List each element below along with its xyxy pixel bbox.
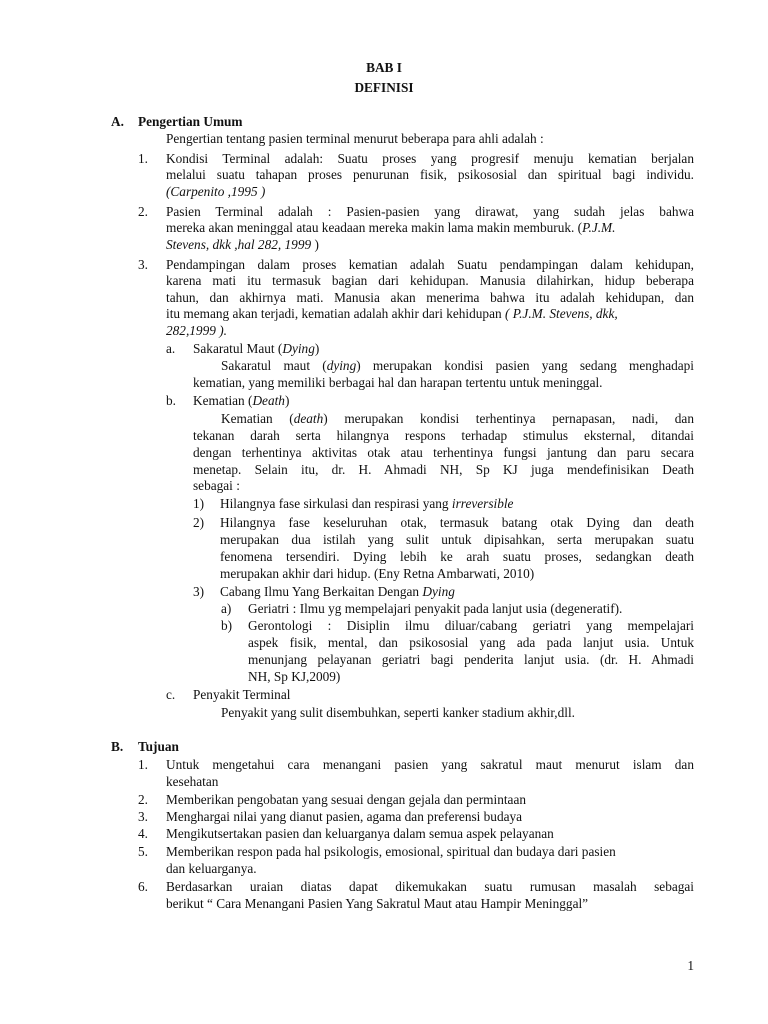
- item-3-citation: 282,1999 ).: [166, 323, 227, 338]
- sub-c-marker: c.: [166, 687, 176, 702]
- section-a-intro: Pengertian tentang pasien terminal menurut beberapa para ahli adalah :: [166, 131, 544, 146]
- item-3-line: tahun, dan akhirnya mati. Manusia akan menerima bahwa itu adalah kehidupan, dan: [166, 290, 694, 305]
- item-2-citation: Stevens, dkk ,hal 282, 1999 ): [166, 237, 319, 252]
- section-a-marker: A.: [111, 114, 124, 129]
- item-2-line: mereka akan meninggal atau keadaan mereka makin lama makin memburuk. (P.J.M.: [166, 220, 616, 235]
- subpoint-b-line: aspek fisik, mental, dan psikososial yang ada pada lanjut usia. Untuk: [248, 635, 694, 650]
- item-3-number: 3.: [138, 257, 148, 272]
- goal-5-line: dan keluarganya.: [166, 861, 257, 876]
- sub-b-title: Kematian (Death): [193, 393, 290, 408]
- goal-1-line: Untuk mengetahui cara menangani pasien yang sakratul maut menurut islam dan: [166, 757, 694, 772]
- point-1-number: 1): [193, 496, 205, 511]
- goal-5-line: Memberikan respon pada hal psikologis, emosional, spiritual dan budaya dari pasien: [166, 844, 616, 859]
- sub-c-title: Penyakit Terminal: [193, 687, 291, 702]
- sub-b-line: tekanan darah serta hilangnya respons terhadap stimulus eksternal, ditandai: [193, 428, 694, 443]
- subpoint-b-line: menunjang pelayanan geriatri bagi penderita lanjut usia. (dr. H. Ahmadi: [248, 652, 694, 667]
- point-2-line: merupakan dua istilah yang sulit untuk dipisahkan, serta merupakan suatu: [220, 532, 694, 547]
- goal-4-text: Mengikutsertakan pasien dan keluarganya dalam semua aspek pelayanan: [166, 826, 554, 841]
- subpoint-b-line: Gerontologi : Disiplin ilmu diluar/cabang geriatri yang mempelajari: [248, 618, 694, 633]
- subpoint-a-marker: a): [221, 601, 232, 616]
- point-2-line: fenomena tersendiri. Dying lebih ke arah suatu proses, sedangkan death: [220, 549, 694, 564]
- item-2-number: 2.: [138, 204, 148, 219]
- subpoint-b-marker: b): [221, 618, 233, 633]
- goal-5-number: 5.: [138, 844, 148, 859]
- goal-3-text: Menghargai nilai yang dianut pasien, agama dan preferensi budaya: [166, 809, 523, 824]
- section-a-heading: Pengertian Umum: [138, 114, 243, 129]
- chapter-label: BAB I: [366, 60, 402, 75]
- goal-6-line: berikut “ Cara Menangani Pasien Yang Sakratul Maut atau Hampir Meninggal”: [166, 896, 589, 911]
- sub-b-line: Kematian (death) merupakan kondisi terhentinya pernapasan, nadi, dan: [221, 411, 694, 426]
- sub-c-line: Penyakit yang sulit disembuhkan, seperti kanker stadium akhir,dll.: [221, 705, 575, 720]
- point-3-number: 3): [193, 584, 205, 599]
- item-1-line: melalui suatu tahapan proses penurunan fisik, psikososial dan spiritual bagi individu.: [166, 167, 694, 182]
- sub-b-line: sebagai :: [193, 478, 240, 493]
- point-1-text: Hilangnya fase sirkulasi dan respirasi yang irreversible: [220, 496, 514, 511]
- item-3-line: Pendampingan dalam proses kematian adalah Suatu pendampingan dalam kehidupan,: [166, 257, 694, 272]
- item-1-citation: (Carpenito ,1995 ): [166, 184, 266, 199]
- sub-a-title: Sakaratul Maut (Dying): [193, 341, 320, 356]
- page-title: DEFINISI: [354, 80, 414, 95]
- item-1-number: 1.: [138, 151, 148, 166]
- sub-a-line: Sakaratul maut (dying) merupakan kondisi pasien yang sedang menghadapi: [221, 358, 694, 373]
- page-number: 1: [687, 958, 694, 973]
- point-2-line: Hilangnya fase keseluruhan otak, termasuk batang otak Dying dan death: [220, 515, 694, 530]
- goal-6-number: 6.: [138, 879, 148, 894]
- sub-a-marker: a.: [166, 341, 176, 356]
- point-2-line: merupakan akhir dari hidup. (Eny Retna Ambarwati, 2010): [220, 566, 535, 581]
- sub-b-line: dengan terhentinya aktivitas otak atau terhentinya fungsi jantung dan paru secara: [193, 445, 694, 460]
- goal-3-number: 3.: [138, 809, 148, 824]
- section-b-heading: Tujuan: [138, 739, 179, 754]
- item-2-line: Pasien Terminal adalah : Pasien-pasien yang dirawat, yang sudah jelas bahwa: [166, 204, 694, 219]
- point-3-text: Cabang Ilmu Yang Berkaitan Dengan Dying: [220, 584, 455, 599]
- goal-2-number: 2.: [138, 792, 148, 807]
- sub-b-line: menetap. Selain itu, dr. H. Ahmadi NH, Sp KJ juga mendefinisikan Death: [193, 462, 694, 477]
- sub-a-line: kematian, yang memiliki berbagai hal dan harapan tertentu untuk meninggal.: [193, 375, 603, 390]
- sub-b-marker: b.: [166, 393, 176, 408]
- item-3-line: karena mati itu termasuk bagian dari kehidupan. Manusia dilahirkan, hidup beberapa: [166, 273, 694, 288]
- section-b-marker: B.: [111, 739, 124, 754]
- subpoint-a-text: Geriatri : Ilmu yg mempelajari penyakit pada lanjut usia (degeneratif).: [248, 601, 623, 616]
- goal-2-text: Memberikan pengobatan yang sesuai dengan gejala dan permintaan: [166, 792, 526, 807]
- goal-4-number: 4.: [138, 826, 148, 841]
- point-2-number: 2): [193, 515, 205, 530]
- item-3-line: itu memang akan terjadi, kematian adalah akhir dari kehidupan ( P.J.M. Stevens, dkk,: [166, 306, 618, 321]
- goal-1-line: kesehatan: [166, 774, 219, 789]
- goal-1-number: 1.: [138, 757, 148, 772]
- goal-6-line: Berdasarkan uraian diatas dapat dikemukakan suatu rumusan masalah sebagai: [166, 879, 694, 894]
- subpoint-b-line: NH, Sp KJ,2009): [248, 669, 341, 684]
- item-1-line: Kondisi Terminal adalah: Suatu proses yang progresif menuju kematian berjalan: [166, 151, 694, 166]
